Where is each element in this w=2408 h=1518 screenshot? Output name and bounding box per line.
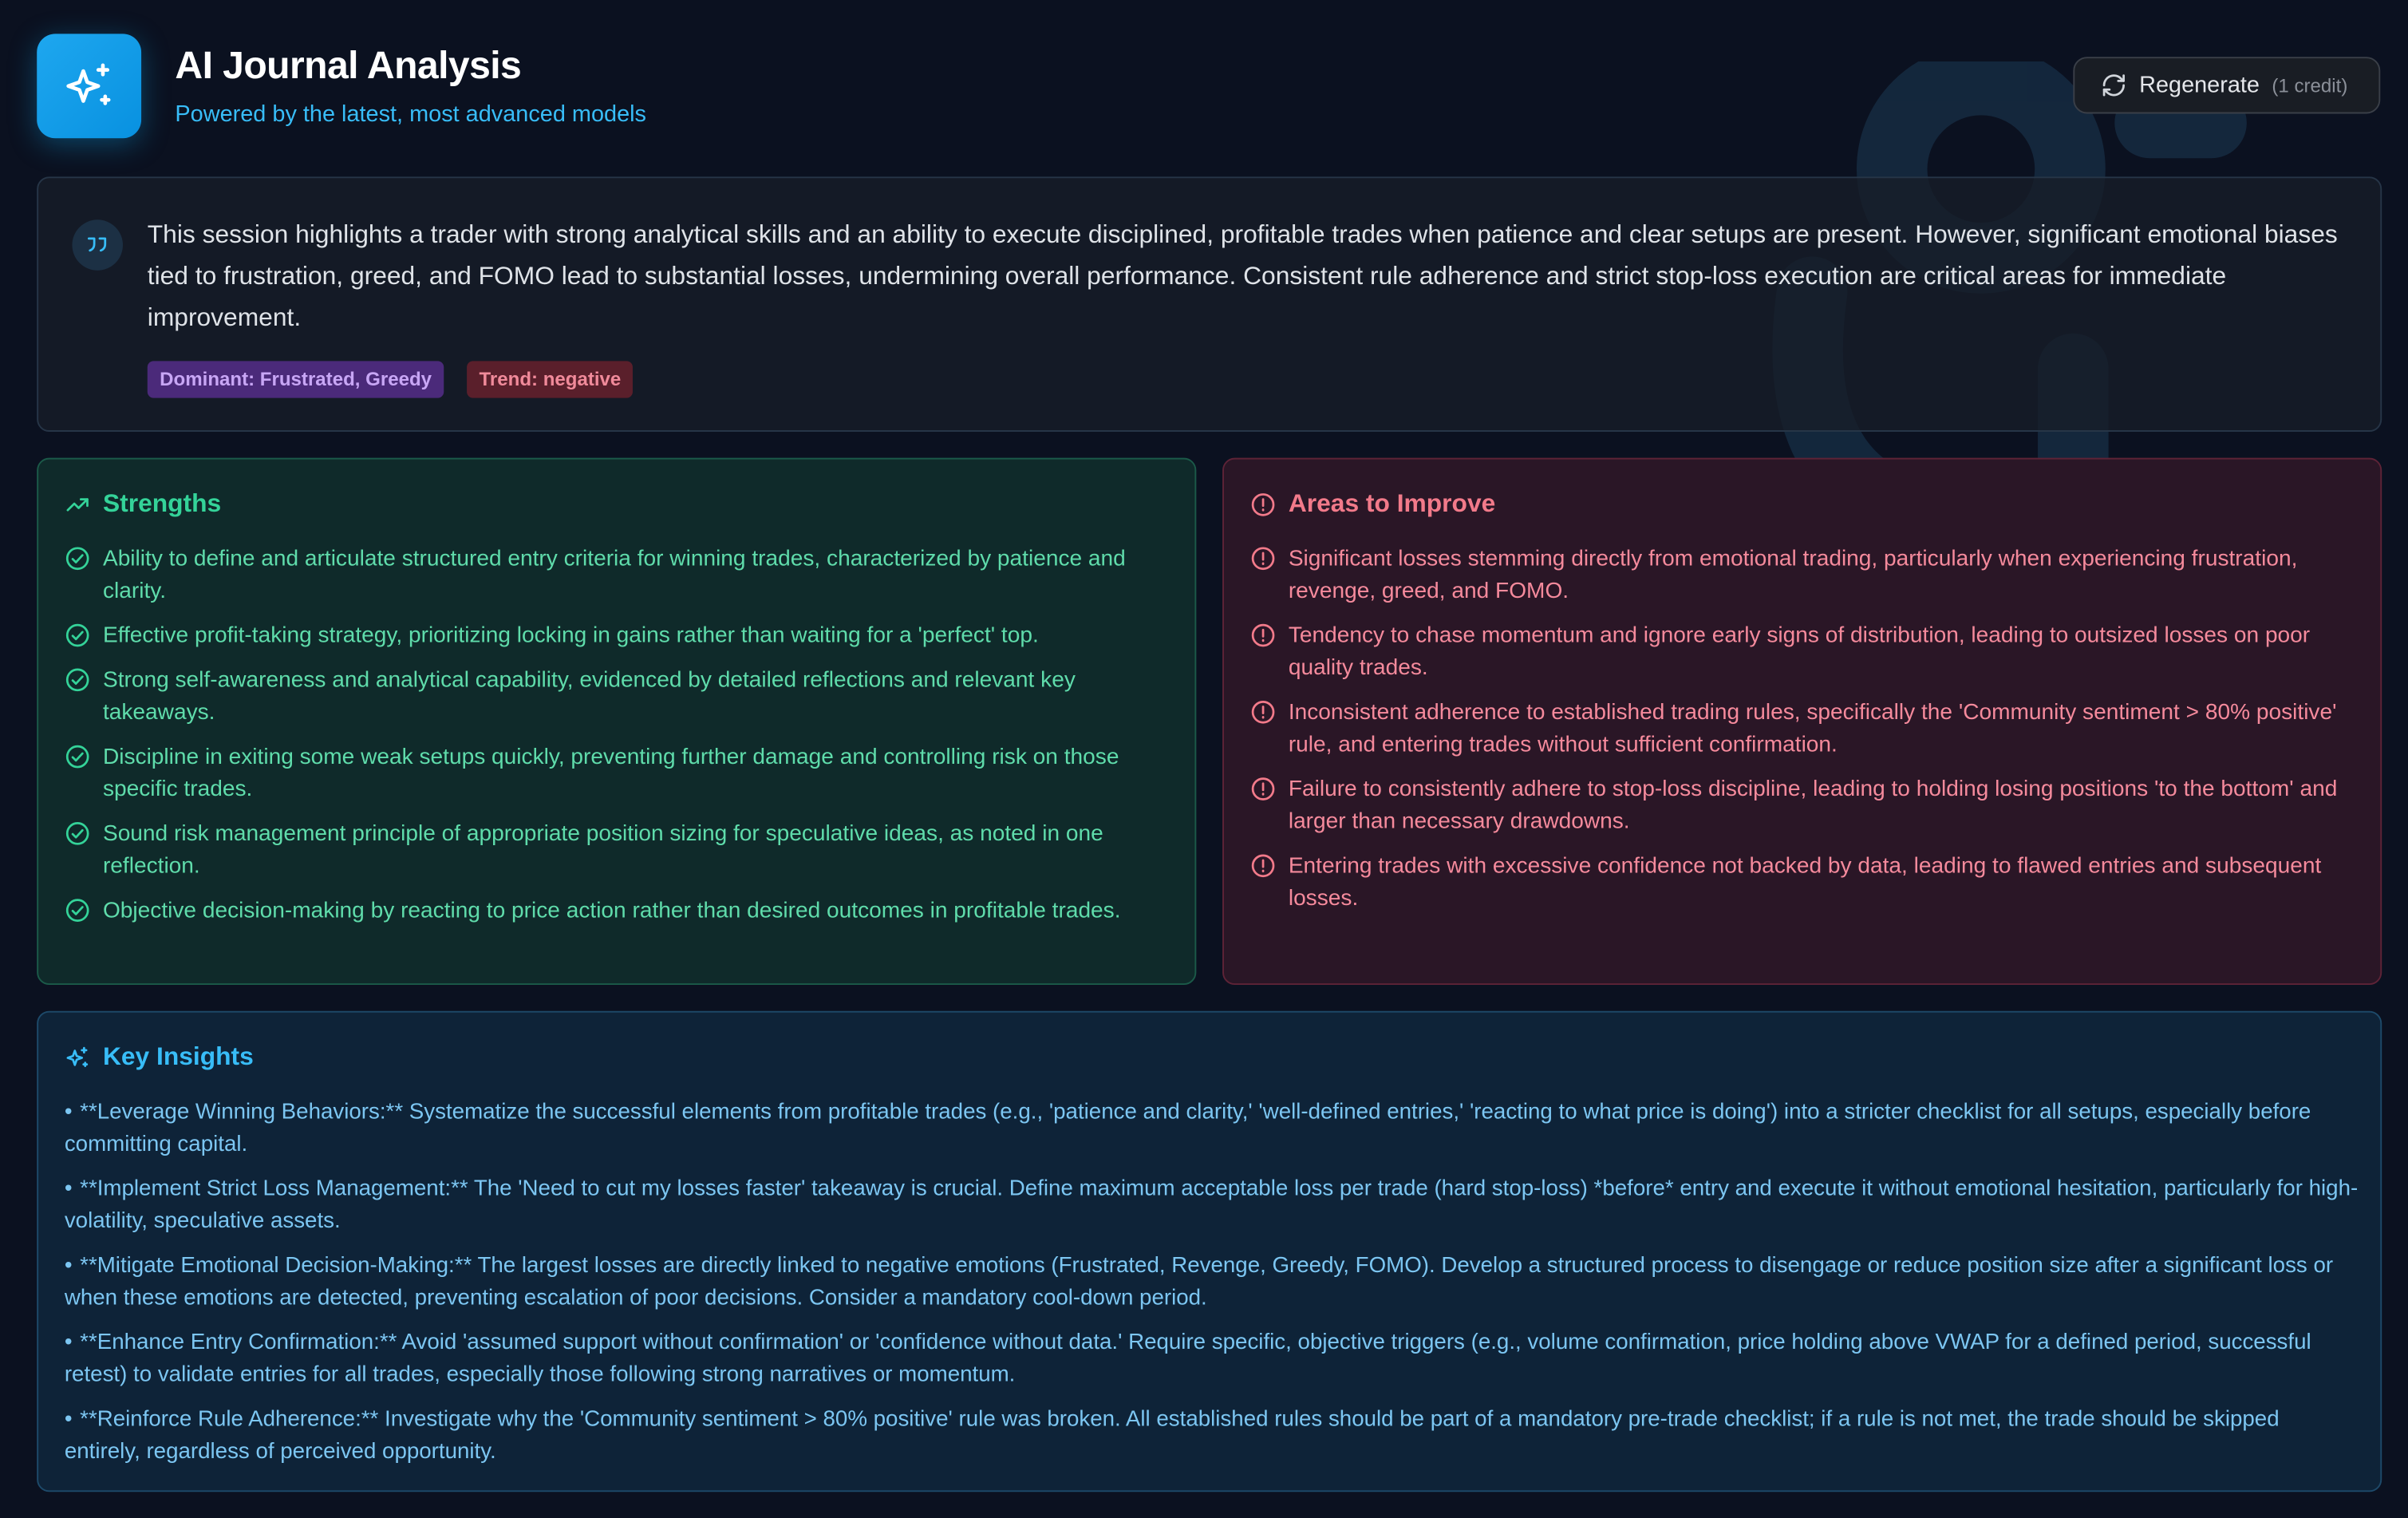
bullet: • — [64, 1100, 73, 1125]
alert-circle-icon — [1250, 776, 1277, 802]
strengths-title: Strengths — [102, 490, 222, 518]
bullet: • — [64, 1176, 73, 1202]
alert-circle-icon — [1250, 852, 1277, 879]
improve-list — [1250, 544, 2356, 927]
insight-text: **Reinforce Rule Adherence:** Investigate why the 'Community sentiment > 80% positive' rule was broken. All established rules should be part of a mandatory pre-trade checklist; if a rule is not met, the trade should be skipped entirely, regardless of perceived opportunity. — [64, 1407, 2280, 1465]
page-subtitle: Powered by the latest, most advanced models — [175, 101, 646, 128]
quote-icon — [72, 219, 123, 271]
alert-circle-icon — [1250, 492, 1277, 518]
list-item — [65, 666, 1170, 730]
list-item — [1250, 544, 2356, 608]
check-circle-icon — [65, 666, 91, 693]
list-item-text: Entering trades with excessive confidence not backed by data, leading to flawed entries and subsequent losses. — [1288, 854, 2322, 911]
alert-circle-icon — [1250, 623, 1277, 649]
bullet: • — [64, 1330, 73, 1355]
list-item — [65, 742, 1170, 807]
list-item-text: Inconsistent adherence to established trading rules, specifically the 'Community sentiment > 80% positive' rule, and entering trades without sufficient confirmation. — [1288, 700, 2337, 758]
list-item — [65, 544, 1170, 608]
list-item-text: Ability to define and articulate structured entry criteria for winning trades, characterized by patience and clarity. — [102, 547, 1126, 604]
insight-text: **Mitigate Emotional Decision-Making:** The largest losses are directly linked to negative emotions (Frustrated, Revenge, Greedy, FOMO). Develop a structured process to disengage or reduce position size after a significant loss or when these emotions are detected, preventing escalation of poor decisions. Consider a mandatory cool-down period. — [64, 1253, 2334, 1311]
app-logo — [37, 34, 141, 138]
list-item-text: Strong self-awareness and analytical capability, evidenced by detailed reflections and relevant key takeaways. — [102, 668, 1076, 725]
insights-title: Key Insights — [102, 1043, 254, 1071]
insight-text: **Enhance Entry Confirmation:** Avoid 'assumed support without confirmation' or 'confidence without data.' Require specific, objective triggers (e.g., volume confirmation, price holding above VWAP for a defined period, successful retest) to validate entries for all trades, especially those following strong narratives or momentum. — [64, 1330, 2311, 1388]
insight-item — [65, 1327, 2360, 1392]
list-item — [1250, 852, 2356, 916]
insight-text: **Implement Strict Loss Management:** The 'Need to cut my losses faster' takeaway is crucial. Define maximum acceptable loss per trade (hard stop-loss) *before* entry and execute it without emotional hesitation, particularly for high-volatility, speculative assets. — [64, 1176, 2359, 1234]
list-item — [1250, 774, 2356, 839]
list-item-text: Sound risk management principle of appropriate position sizing for speculative ideas, as noted in one reflection. — [102, 821, 1103, 880]
list-item-text: Failure to consistently adhere to stop-loss discipline, leading to holding losing positions 'to the bottom' and larger than necessary drawdowns. — [1288, 777, 2338, 835]
list-item — [65, 895, 1170, 927]
insight-item — [65, 1405, 2360, 1469]
regenerate-credit: (1 credit) — [2272, 74, 2348, 97]
improve-panel — [1222, 458, 2382, 985]
check-circle-icon — [65, 623, 91, 649]
sparkles-icon — [61, 58, 116, 113]
insight-text: **Leverage Winning Behaviors:** Systematize the successful elements from profitable trades (e.g., 'patience and clarity,' 'well-defined entries,' 'reacting to what price is doing') into a stricter checklist for all setups, especially before committing capital. — [64, 1100, 2311, 1157]
regenerate-button[interactable] — [2073, 57, 2380, 113]
sparkles-icon — [65, 1045, 91, 1071]
bullet: • — [64, 1253, 73, 1279]
list-item — [65, 621, 1170, 653]
list-item-text: Discipline in exiting some weak setups quickly, preventing further damage and controlling risk on those specific trades. — [102, 745, 1119, 802]
strengths-list — [65, 544, 1170, 940]
insights-list — [65, 1097, 2360, 1481]
list-item-text: Objective decision-making by reacting to price action rather than desired outcomes in profitable trades. — [102, 899, 1121, 923]
trend-badge: Trend: negative — [467, 361, 634, 397]
insights-panel — [37, 1011, 2382, 1492]
insight-item — [65, 1251, 2360, 1315]
check-circle-icon — [65, 820, 91, 847]
strengths-panel — [37, 458, 1196, 985]
insight-item — [65, 1174, 2360, 1239]
summary-card — [37, 176, 2382, 432]
list-item-text: Significant losses stemming directly from emotional trading, particularly when experiencing frustration, revenge, greed, and FOMO. — [1288, 547, 2298, 604]
trending-up-icon — [65, 492, 91, 518]
list-item-text: Effective profit-taking strategy, prioritizing locking in gains rather than waiting for a 'perfect' top. — [102, 623, 1039, 649]
check-circle-icon — [65, 545, 91, 571]
page-title: AI Journal Analysis — [175, 44, 522, 88]
dominant-emotion-badge: Dominant: Frustrated, Greedy — [148, 361, 444, 397]
list-item — [65, 819, 1170, 884]
insight-item — [65, 1097, 2360, 1162]
regenerate-label: Regenerate — [2139, 72, 2260, 99]
list-item — [1250, 698, 2356, 762]
refresh-icon — [2101, 72, 2127, 98]
check-circle-icon — [65, 744, 91, 770]
list-item-text: Tendency to chase momentum and ignore early signs of distribution, leading to outsized losses on poor quality trades. — [1288, 623, 2311, 681]
check-circle-icon — [65, 897, 91, 923]
summary-text: This session highlights a trader with strong analytical skills and an ability to execute disciplined, profitable trades when patience and clear setups are present. However, significant emotional biases tied to frustration, greed, and FOMO lead to substantial losses, undermining overall performance. Consistent rule adherence and strict stop-loss execution are critical areas for immediate improvement. — [147, 221, 2338, 332]
bullet: • — [64, 1407, 73, 1433]
improve-title: Areas to Improve — [1288, 490, 1496, 518]
list-item — [1250, 621, 2356, 686]
alert-circle-icon — [1250, 699, 1277, 725]
alert-circle-icon — [1250, 545, 1277, 571]
